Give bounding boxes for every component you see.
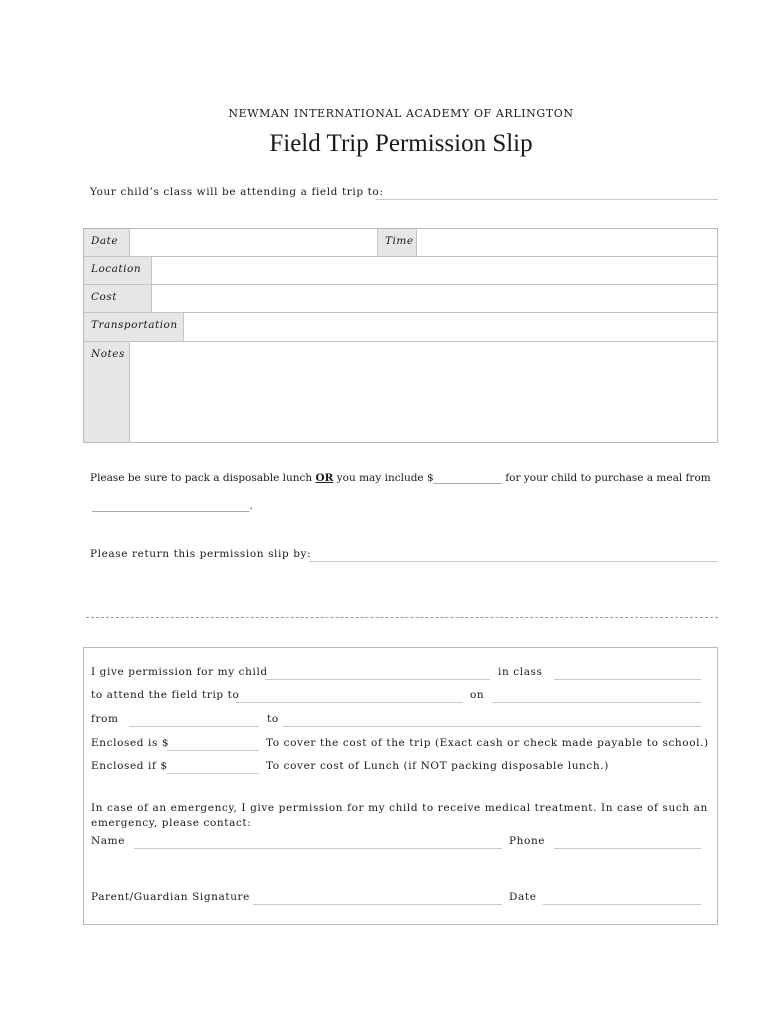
enclosed-if-note: To cover cost of Lunch (if NOT packing disposable lunch.) [266,760,609,772]
contact-name-label: Name [91,835,126,847]
transportation-field[interactable] [184,313,717,341]
from-label: from [91,713,119,725]
give-permission-label: I give permission for my child [91,666,268,678]
destination-label: Your child’s class will be attending a field trip to: [90,186,384,198]
contact-name-field[interactable] [134,836,502,849]
location-label: Location [84,257,152,284]
lunch-vendor-line[interactable]: ______________________________. [92,500,253,512]
transportation-row [84,313,717,342]
signature-field[interactable] [253,892,502,905]
emergency-text-line1: In case of an emergency, I give permission for my child to receive medical treatment. In case of such an [91,802,708,814]
attend-label: to attend the field trip to [91,689,240,701]
emergency-text-line2: emergency, please contact: [91,817,252,829]
cost-row [84,285,717,313]
enclosed-trip-amount-field[interactable] [167,738,259,751]
enclosed-if-label: Enclosed if $ [91,760,168,772]
from-time-field[interactable] [129,714,259,727]
enclosed-is-note: To cover the cost of the trip (Exact cash or check made payable to school.) [266,737,709,749]
to-label: to [267,713,279,725]
cost-label: Cost [84,285,152,312]
to-time-field[interactable] [283,714,701,727]
time-label: Time [377,229,417,256]
date-field[interactable] [130,229,377,256]
lunch-note-part1: Please be sure to pack a disposable lunch [90,472,316,484]
lunch-note [90,472,711,484]
in-class-label: in class [498,666,543,678]
enclosed-lunch-amount-field[interactable] [167,761,259,774]
page-title: Field Trip Permission Slip [269,130,533,157]
signature-label: Parent/Guardian Signature [91,891,250,903]
notes-row [84,342,717,442]
lunch-note-or: OR [315,472,334,484]
enclosed-is-label: Enclosed is $ [91,737,170,749]
destination-field[interactable] [376,187,718,200]
class-field[interactable] [554,667,701,680]
phone-field[interactable] [554,836,701,849]
phone-label: Phone [509,835,546,847]
cut-line [86,617,718,618]
location-field[interactable] [152,257,717,284]
on-label: on [470,689,485,701]
trip-destination-field[interactable] [236,690,463,703]
return-by-field[interactable] [309,549,718,562]
notes-field[interactable] [130,342,717,442]
cost-field[interactable] [152,285,717,312]
location-row [84,257,717,285]
date-time-row [84,229,717,257]
return-by-label: Please return this permission slip by: [90,548,312,560]
school-name: NEWMAN INTERNATIONAL ACADEMY OF ARLINGTON [228,107,574,120]
lunch-note-part2: you may include $_____________ for your child to purchase a meal from [333,472,711,484]
transportation-label: Transportation [84,313,184,341]
date-label: Date [84,229,130,256]
child-name-field[interactable] [265,667,490,680]
signature-date-label: Date [509,891,537,903]
trip-date-field[interactable] [492,690,701,703]
time-field[interactable] [417,229,717,256]
trip-details-table [83,228,718,443]
signature-date-field[interactable] [543,892,701,905]
notes-label: Notes [84,342,130,442]
